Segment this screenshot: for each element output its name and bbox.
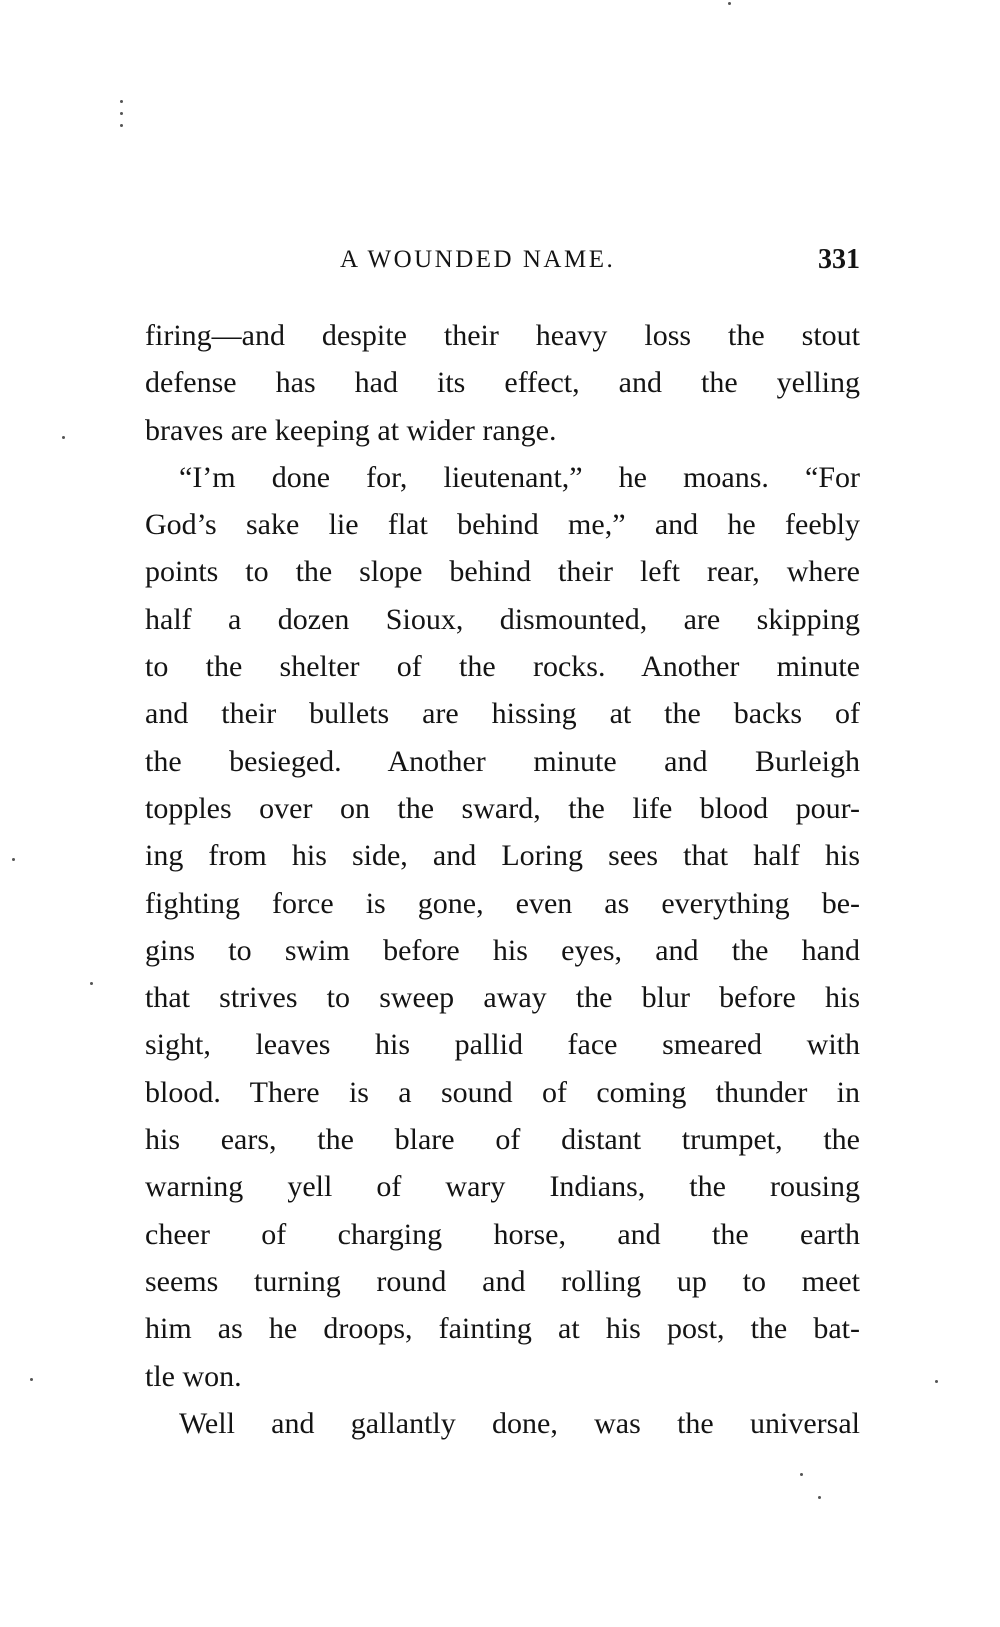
- speck: [728, 2, 731, 5]
- text-line: half a dozen Sioux, dismounted, are skipping: [145, 602, 860, 636]
- text-line: that strives to sweep away the blur before his: [145, 981, 860, 1015]
- text-line: his ears, the blare of distant trumpet, the: [145, 1123, 860, 1157]
- speck: [12, 858, 15, 861]
- text-line: him as he droops, fainting at his post, the bat-: [145, 1312, 860, 1346]
- speck: [120, 124, 123, 127]
- text-line: points to the slope behind their left rear, where: [145, 555, 860, 589]
- speck: [62, 436, 65, 439]
- body-text: [145, 312, 860, 1447]
- text-line: Well and gallantly done, was the universal: [179, 1406, 860, 1440]
- speck: [30, 1378, 33, 1381]
- speck: [90, 982, 93, 985]
- text-line: blood. There is a sound of coming thunder in: [145, 1075, 860, 1109]
- text-line: the besieged. Another minute and Burleigh: [145, 744, 860, 778]
- speck: [800, 1473, 803, 1476]
- text-line: seems turning round and rolling up to meet: [145, 1264, 860, 1298]
- text-line: braves are keeping at wider range.: [145, 413, 557, 447]
- text-line: firing—and despite their heavy loss the stout: [145, 319, 860, 352]
- running-title: A WOUNDED NAME.: [340, 246, 616, 273]
- text-line: ing from his side, and Loring sees that half his: [145, 839, 860, 873]
- text-line: sight, leaves his pallid face smeared with: [145, 1028, 860, 1062]
- text-line: God’s sake lie flat behind me,” and he feebly: [145, 508, 860, 542]
- text-line: gins to swim before his eyes, and the hand: [145, 933, 860, 967]
- text-line: and their bullets are hissing at the backs of: [145, 697, 860, 731]
- speck: [120, 100, 123, 103]
- text-line: to the shelter of the rocks. Another minute: [145, 650, 860, 684]
- running-header: [145, 240, 860, 280]
- text-line: defense has had its effect, and the yelling: [145, 366, 860, 400]
- text-line: cheer of charging horse, and the earth: [145, 1217, 860, 1251]
- text-line: topples over on the sward, the life blood pour-: [145, 791, 860, 825]
- text-line: warning yell of wary Indians, the rousing: [145, 1170, 860, 1204]
- text-line: tle won.: [145, 1359, 242, 1393]
- text-line: fighting force is gone, even as everything be-: [145, 886, 860, 920]
- speck: [818, 1496, 821, 1499]
- speck: [935, 1380, 938, 1383]
- page-number: 331: [818, 244, 860, 275]
- text-line: “I’m done for, lieutenant,” he moans. “For: [179, 460, 860, 494]
- speck: [120, 112, 123, 115]
